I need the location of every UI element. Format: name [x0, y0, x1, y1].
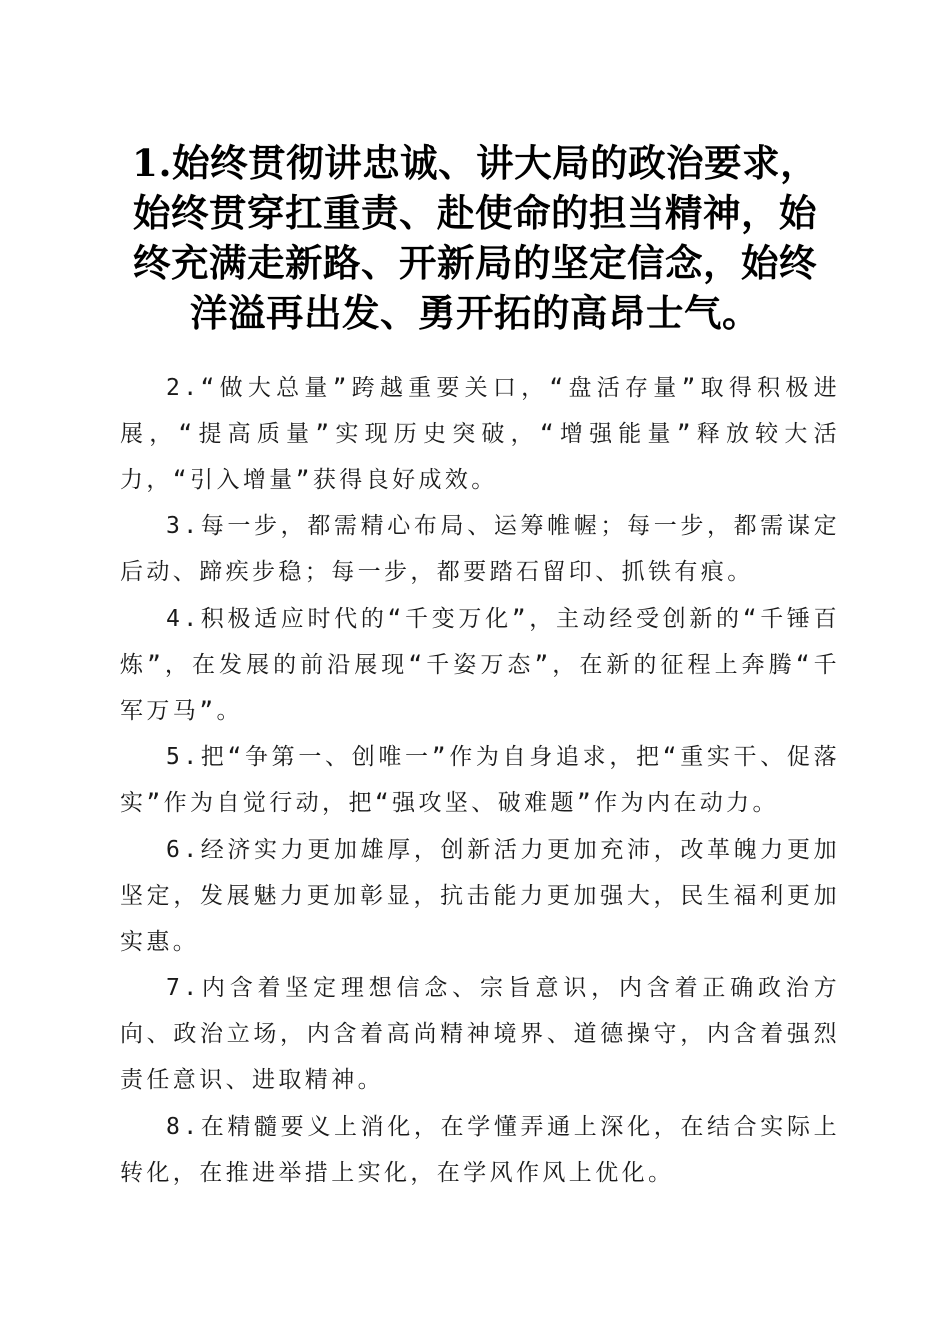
paragraph-5: 5.把“争第一、创唯一”作为自身追求，把“重实干、促落实”作为自觉行动，把“强攻坚、破难题”作为内在动力。: [120, 744, 840, 817]
paragraph-8: 8.在精髓要义上消化，在学懂弄通上深化，在结合实际上转化，在推进举措上实化，在学风作风上优化。: [120, 1113, 840, 1186]
document-body: [120, 366, 840, 1197]
paragraph-4: 4.积极适应时代的“千变万化”，主动经受创新的“千锤百炼”，在发展的前沿展现“千姿万态”，在新的征程上奔腾“千军万马”。: [120, 605, 840, 724]
paragraph-3: 3.每一步，都需精心布局、运筹帷幄；每一步，都需谋定后动、蹄疾步稳；每一步，都要踏石留印、抓铁有痕。: [120, 513, 840, 586]
paragraph-6: 6.经济实力更加雄厚，创新活力更加充沛，改革魄力更加坚定，发展魅力更加彰显，抗击能力更加强大，民生福利更加实惠。: [120, 836, 840, 955]
paragraph-2: 2.“做大总量”跨越重要关口，“盘活存量”取得积极进展，“提高质量”实现历史突破，“增强能量”释放较大活力，“引入增量”获得良好成效。: [120, 375, 840, 493]
paragraph-7: 7.内含着坚定理想信念、宗旨意识，内含着正确政治方向、政治立场，内含着高尚精神境界、道德操守，内含着强烈责任意识、进取精神。: [120, 975, 840, 1093]
document-title: 1.始终贯彻讲忠诚、讲大局的政治要求，始终贯穿扛重责、赴使命的担当精神，始终充满走新路、开新局的坚定信念，始终洋溢再出发、勇开拓的高昂士气。: [131, 141, 819, 335]
